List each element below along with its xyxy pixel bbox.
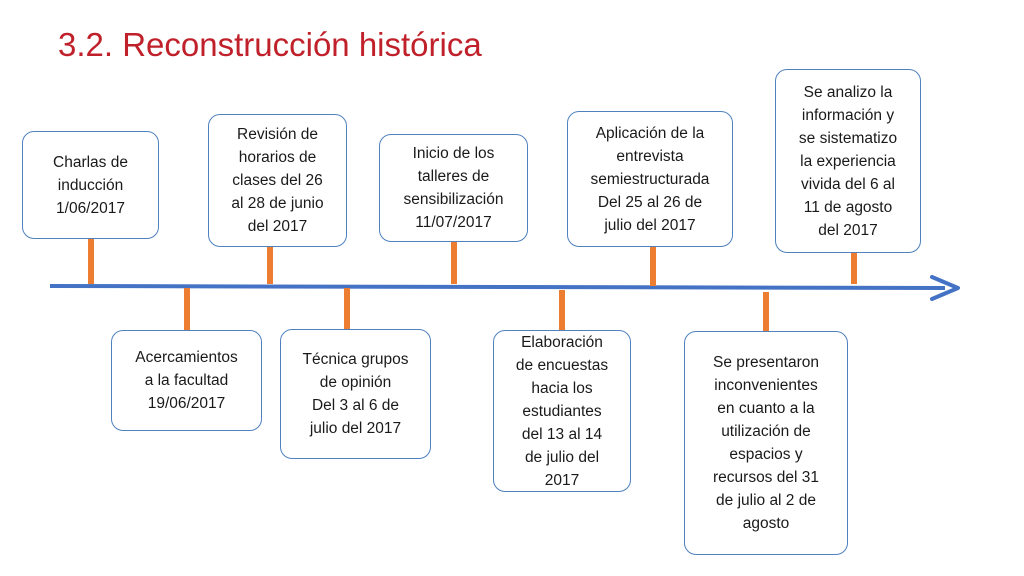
event-box-tecnica-grupos: Técnica grupos de opinión Del 3 al 6 de julio del 2017 — [280, 329, 431, 459]
slide-title: 3.2. Reconstrucción histórica — [58, 26, 482, 63]
connector-tick-7 — [650, 246, 656, 286]
connector-tick-6 — [559, 290, 565, 330]
connector-tick-5 — [451, 242, 457, 284]
event-box-acercamientos: Acercamientos a la facultad 19/06/2017 — [111, 330, 262, 431]
event-box-inicio-talleres: Inicio de los talleres de sensibilización 11/07/2017 — [379, 134, 528, 242]
event-box-elaboracion-encuestas: Elaboración de encuestas hacia los estudiantes del 13 al 14 de julio del 2017 — [493, 330, 631, 492]
event-box-aplicacion-entrevista: Aplicación de la entrevista semiestructurada Del 25 al 26 de julio del 2017 — [567, 111, 733, 247]
connector-tick-9 — [851, 252, 857, 284]
connector-tick-2 — [184, 288, 190, 331]
connector-tick-1 — [88, 238, 94, 284]
connector-tick-4 — [344, 288, 350, 330]
connector-tick-8 — [763, 292, 769, 332]
event-box-charlas-induccion: Charlas de inducción 1/06/2017 — [22, 131, 159, 239]
connector-tick-3 — [267, 246, 273, 284]
event-box-inconvenientes: Se presentaron inconvenientes en cuanto a la utilización de espacios y recursos del 31 de julio al 2 de agosto — [684, 331, 848, 555]
event-box-analisis-informacion: Se analizo la información y se sistematizo la experiencia vivida del 6 al 11 de agosto del 2017 — [775, 69, 921, 253]
event-box-revision-horarios: Revisión de horarios de clases del 26 al 28 de junio del 2017 — [208, 114, 347, 247]
